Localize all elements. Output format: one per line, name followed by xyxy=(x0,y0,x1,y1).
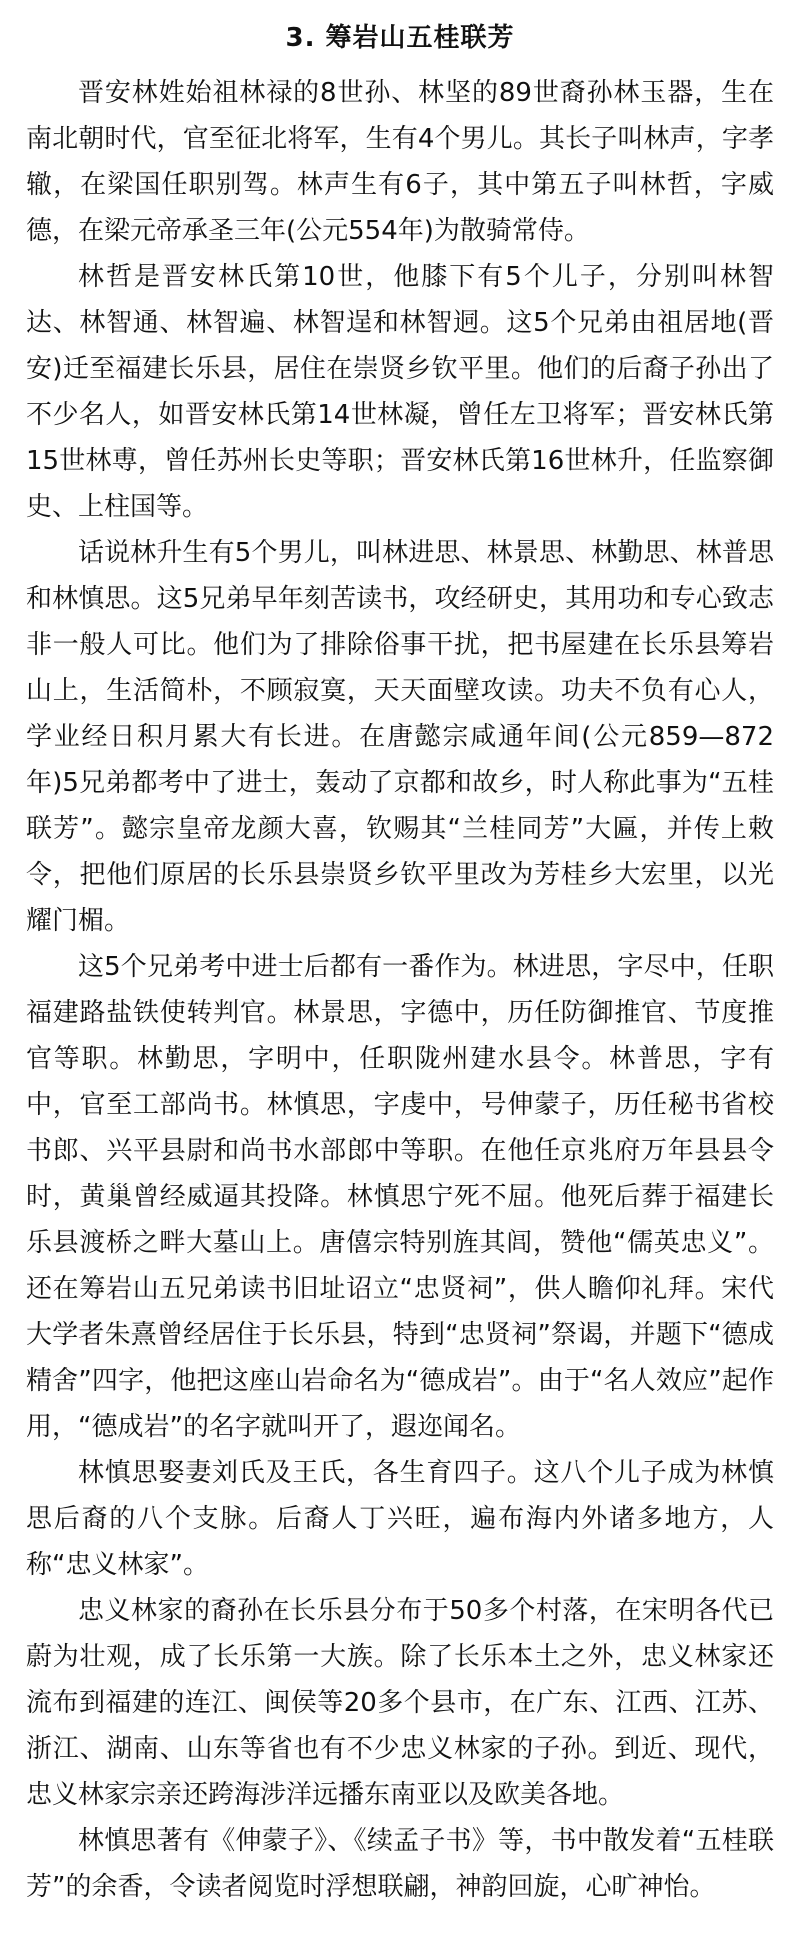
paragraph-1: 晋安林姓始祖林禄的8世孙、林坚的89世裔孙林玉器，生在南北朝时代，官至征北将军，生有4个男儿。其长子叫林声，字孝辙，在梁国任职别驾。林声生有6子，其中第五子叫林哲，字威德，在梁元帝承圣三年(公元554年)为散骑常侍。 xyxy=(26,78,774,246)
paragraph-4: 这5个兄弟考中进士后都有一番作为。林进思，字尽中，任职福建路盐铁使转判官。林景思，字德中，历任防御推官、节度推官等职。林勤思，字明中，任职陇州建水县令。林普思，字有中，官至工部尚书。林慎思，字虔中，号伸蒙子，历任秘书省校书郎、兴平县尉和尚书水部郎中等职。在他任京兆府万年县县令时，黄巢曾经威逼其投降。林慎思宁死不屈。他死后葬于福建长乐县渡桥之畔大墓山上。唐僖宗特别旌其闾，赞他“儒英忠义”。还在筹岩山五兄弟读书旧址诏立“忠贤祠”，供人瞻仰礼拜。宋代大学者朱熹曾经居住于长乐县，特到“忠贤祠”祭谒，并题下“德成精舍”四字，他把这座山岩命名为“德成岩”。由于“名人效应”起作用，“德成岩”的名字就叫开了，遐迩闻名。 xyxy=(26,952,774,1442)
paragraph-2: 林哲是晋安林氏第10世，他膝下有5个儿子，分别叫林智达、林智通、林智遍、林智逞和林智迵。这5个兄弟由祖居地(晋安)迁至福建长乐县，居住在崇贤乡钦平里。他们的后裔子孙出了不少名人，如晋安林氏第14世林凝，曾任左卫将军；晋安林氏第15世林尃，曾任苏州长史等职；晋安林氏第16世林升，任监察御史、上柱国等。 xyxy=(26,262,774,522)
section-title: 3. 筹岩山五桂联芳 xyxy=(285,23,515,53)
article-body xyxy=(26,70,774,1910)
paragraph-6: 忠义林家的裔孙在长乐县分布于50多个村落，在宋明各代已蔚为壮观，成了长乐第一大族。除了长乐本土之外，忠义林家还流布到福建的连江、闽侯等20多个县市，在广东、江西、江苏、浙江、湖南、山东等省也有不少忠义林家的子孙。到近、现代，忠义林家宗亲还跨海涉洋远播东南亚以及欧美各地。 xyxy=(26,1596,774,1810)
paragraph-7: 林慎思著有《伸蒙子》、《续孟子书》等，书中散发着“五桂联芳”的余香，令读者阅览时浮想联翩，神韵回旋，心旷神怡。 xyxy=(26,1826,774,1902)
paragraph-5: 林慎思娶妻刘氏及王氏，各生育四子。这八个儿子成为林慎思后裔的八个支脉。后裔人丁兴旺，遍布海内外诸多地方，人称“忠义林家”。 xyxy=(26,1458,774,1580)
paragraph-3: 话说林升生有5个男儿，叫林进思、林景思、林勤思、林普思和林慎思。这5兄弟早年刻苦读书，攻经研史，其用功和专心致志非一般人可比。他们为了排除俗事干扰，把书屋建在长乐县筹岩山上，生活简朴，不顾寂寞，天天面壁攻读。功夫不负有心人，学业经日积月累大有长进。在唐懿宗咸通年间(公元859—872年)5兄弟都考中了进士，轰动了京都和故乡，时人称此事为“五桂联芳”。懿宗皇帝龙颜大喜，钦赐其“兰桂同芳”大匾，并传上敕令，把他们原居的长乐县崇贤乡钦平里改为芳桂乡大宏里，以光耀门楣。 xyxy=(26,538,774,936)
